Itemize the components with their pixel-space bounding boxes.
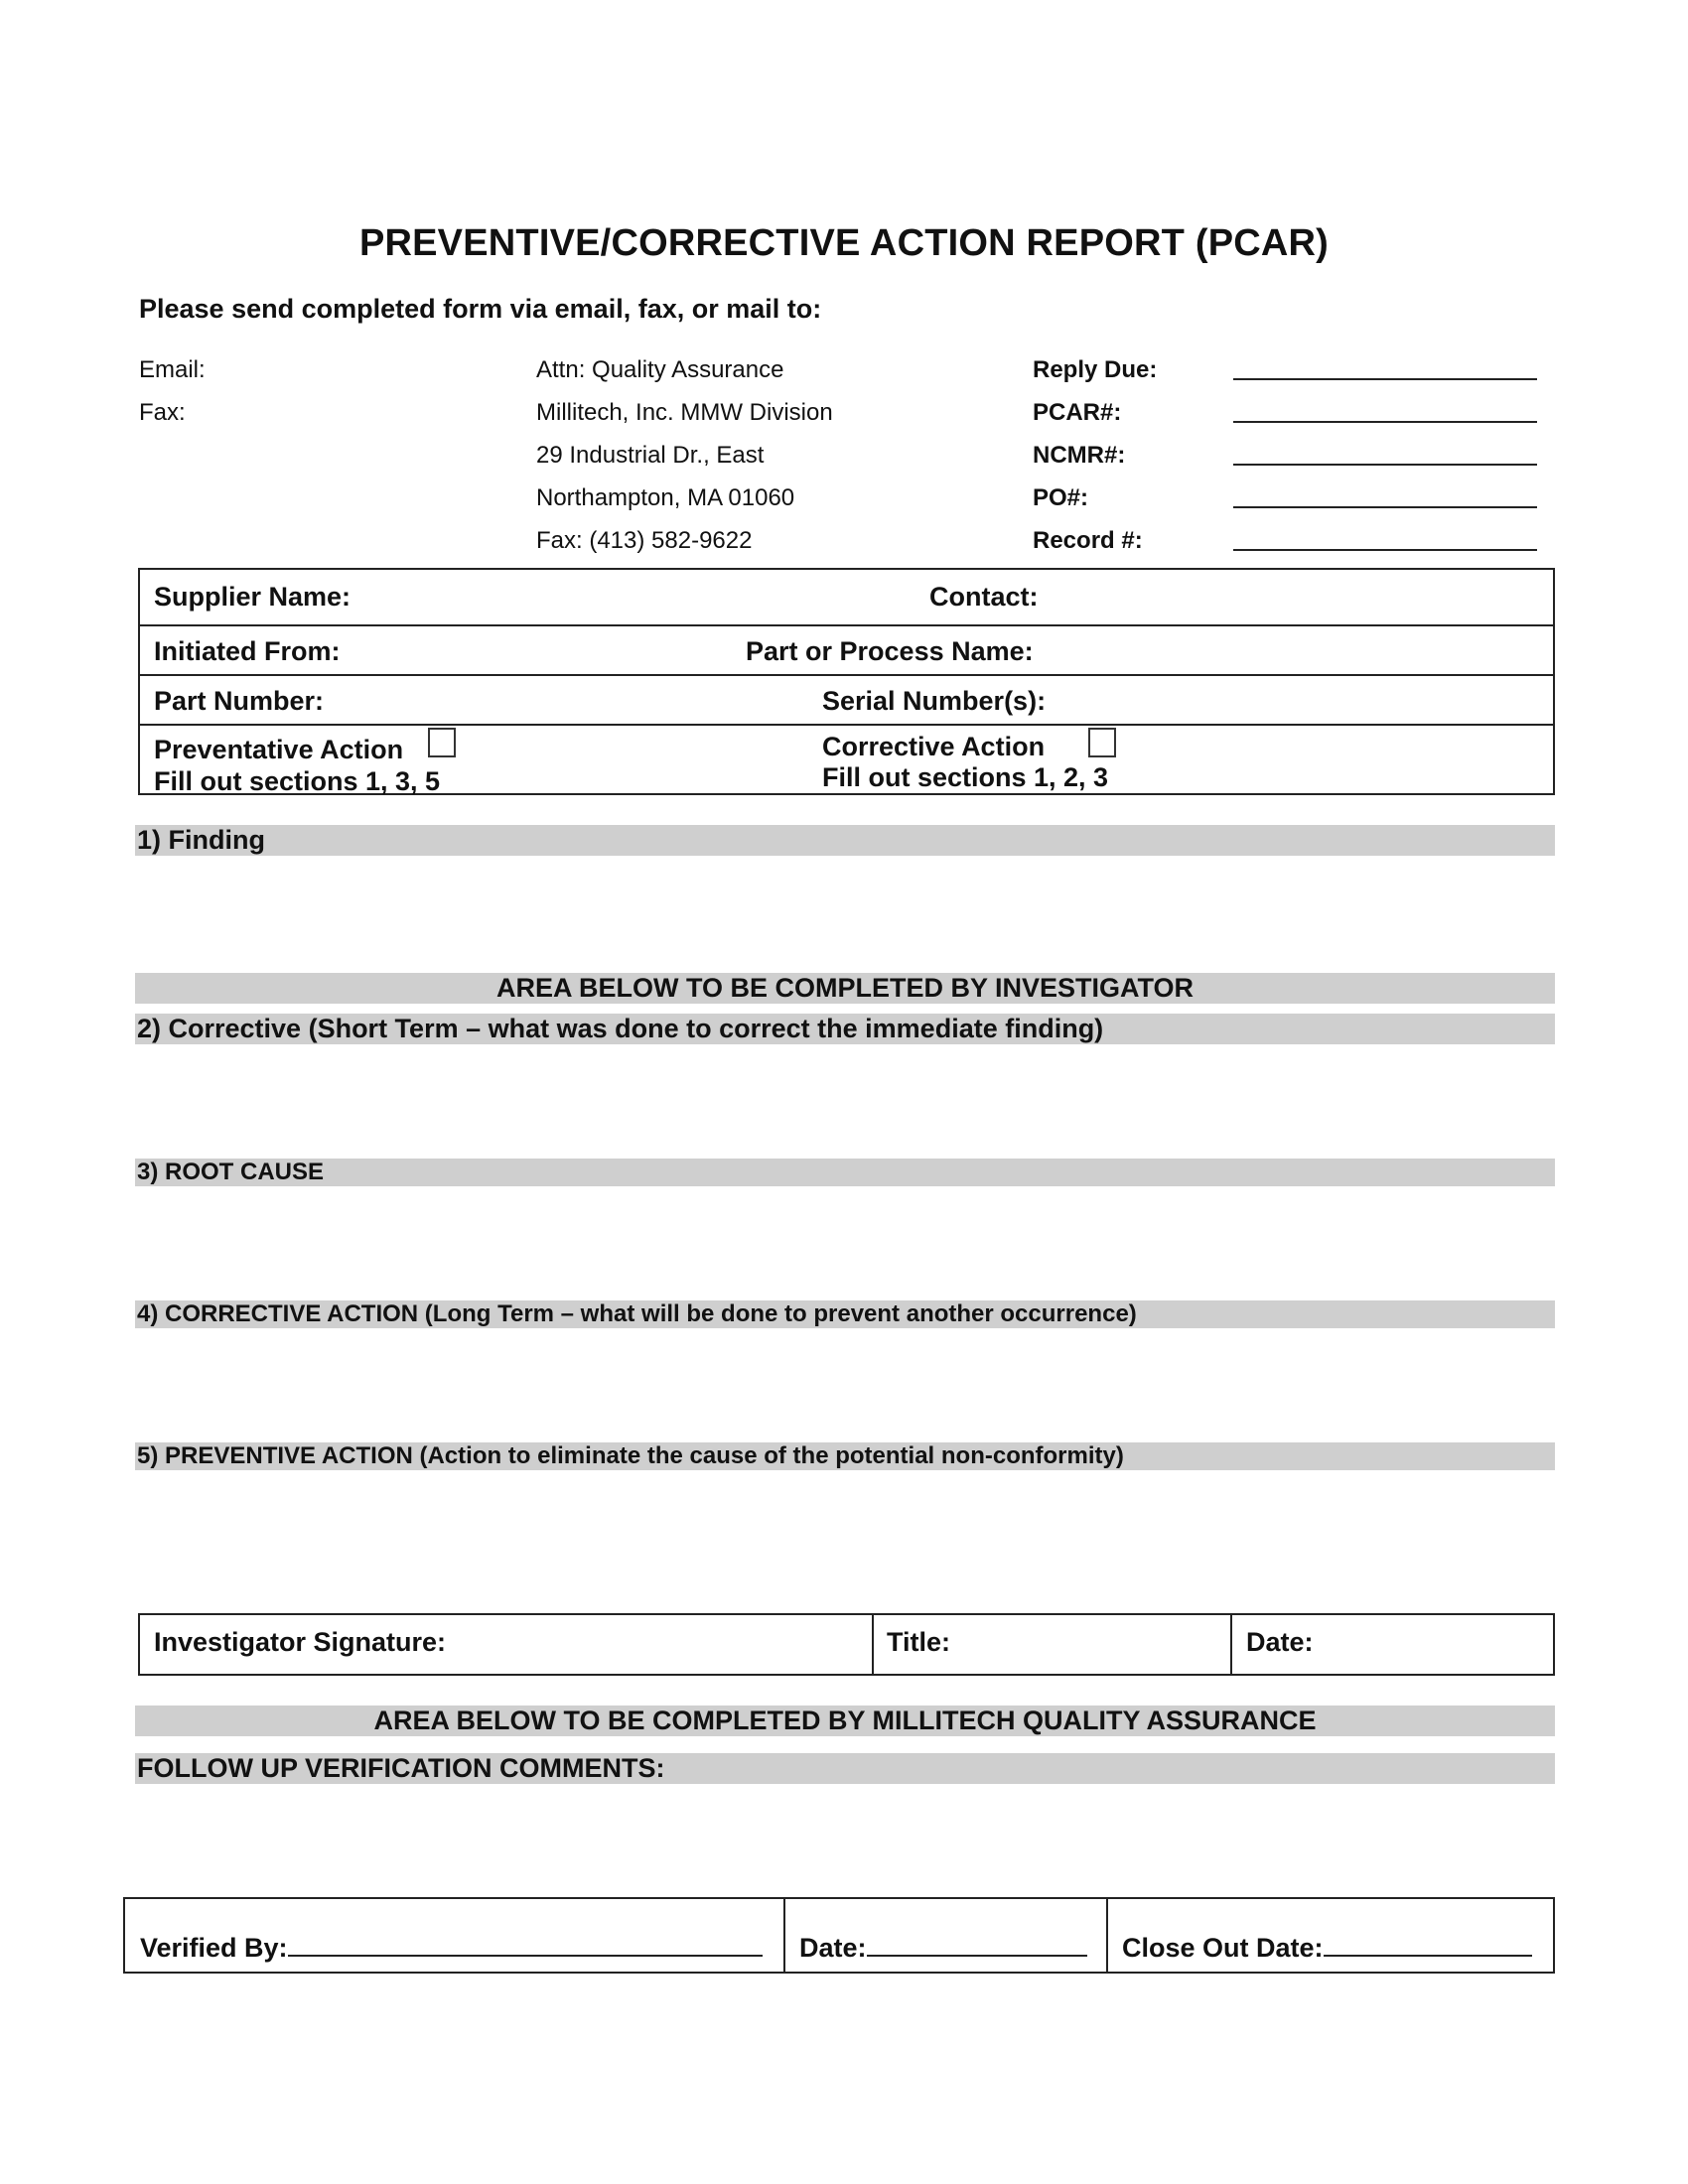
row-divider	[140, 724, 1553, 726]
row-divider	[140, 674, 1553, 676]
signature-date-label: Date:	[1246, 1627, 1314, 1657]
section-finding-header: 1) Finding	[135, 825, 1555, 856]
fax-label: Fax:	[139, 399, 186, 426]
column-divider	[783, 1899, 785, 1972]
part-process-label: Part or Process Name:	[746, 636, 1034, 666]
row-divider	[140, 624, 1553, 626]
section-root-cause-header: 3) ROOT CAUSE	[135, 1159, 1555, 1186]
ref-field-label: Record #:	[1033, 527, 1143, 554]
email-label: Email:	[139, 356, 206, 383]
ncmr-number-field[interactable]	[1233, 436, 1537, 466]
corrective-sections-label: Fill out sections 1, 2, 3	[822, 762, 1109, 792]
investigator-signature-label: Investigator Signature:	[154, 1627, 447, 1657]
send-instructions: Please send completed form via email, fax, or mail to:	[139, 294, 822, 324]
mail-to-line: 29 Industrial Dr., East	[536, 442, 765, 469]
preventative-action-checkbox[interactable]	[428, 728, 456, 757]
serial-numbers-label: Serial Number(s):	[822, 686, 1047, 716]
verification-date-label: Date:	[799, 1933, 867, 1963]
mail-to-line: Attn: Quality Assurance	[536, 356, 784, 383]
section-preventive-header: 5) PREVENTIVE ACTION (Action to eliminate the cause of the potential non-conformity)	[135, 1442, 1555, 1470]
record-number-field[interactable]	[1233, 521, 1537, 551]
close-out-date-label: Close Out Date:	[1122, 1933, 1324, 1963]
signature-title-label: Title:	[887, 1627, 951, 1657]
mail-to-line: Millitech, Inc. MMW Division	[536, 399, 833, 426]
mail-to-line: Fax: (413) 582-9622	[536, 527, 753, 554]
part-number-label: Part Number:	[154, 686, 325, 716]
header-table	[138, 568, 1555, 795]
contact-label: Contact:	[929, 582, 1039, 612]
verification-date-field	[799, 1933, 1087, 1964]
verified-by-label: Verified By:	[140, 1933, 288, 1963]
ref-field-label: NCMR#:	[1033, 442, 1126, 469]
investigator-signature-table	[138, 1613, 1555, 1676]
follow-up-comments-header: FOLLOW UP VERIFICATION COMMENTS:	[135, 1753, 1555, 1784]
ref-field-label: PCAR#:	[1033, 399, 1122, 426]
verification-date-line[interactable]	[867, 1933, 1087, 1957]
preventative-action-label: Preventative Action	[154, 735, 404, 764]
column-divider	[1106, 1899, 1108, 1972]
investigator-area-header: AREA BELOW TO BE COMPLETED BY INVESTIGATOR	[135, 973, 1555, 1004]
qa-area-header: AREA BELOW TO BE COMPLETED BY MILLITECH QUALITY ASSURANCE	[135, 1706, 1555, 1736]
reply-due-field[interactable]	[1233, 350, 1537, 380]
close-out-date-field	[1122, 1933, 1532, 1964]
corrective-action-checkbox[interactable]	[1088, 728, 1116, 757]
ref-field-label: PO#:	[1033, 484, 1089, 511]
po-number-field[interactable]	[1233, 478, 1537, 508]
mail-to-line: Northampton, MA 01060	[536, 484, 795, 511]
section-corrective-short-header: 2) Corrective (Short Term – what was done to correct the immediate finding)	[135, 1014, 1555, 1044]
verified-by-line[interactable]	[288, 1933, 763, 1957]
supplier-name-label: Supplier Name:	[154, 582, 352, 612]
ref-field-label: Reply Due:	[1033, 356, 1158, 383]
verification-table	[123, 1897, 1555, 1974]
section-corrective-long-header: 4) CORRECTIVE ACTION (Long Term – what will be done to prevent another occurrence)	[135, 1300, 1555, 1328]
corrective-action-label: Corrective Action	[822, 732, 1046, 761]
column-divider	[872, 1615, 874, 1674]
initiated-from-label: Initiated From:	[154, 636, 341, 666]
column-divider	[1230, 1615, 1232, 1674]
verified-by-field	[140, 1933, 763, 1964]
page-title: PREVENTIVE/CORRECTIVE ACTION REPORT (PCAR)	[358, 222, 1330, 264]
close-out-date-line[interactable]	[1324, 1933, 1532, 1957]
pcar-number-field[interactable]	[1233, 393, 1537, 423]
preventative-sections-label: Fill out sections 1, 3, 5	[154, 766, 441, 796]
